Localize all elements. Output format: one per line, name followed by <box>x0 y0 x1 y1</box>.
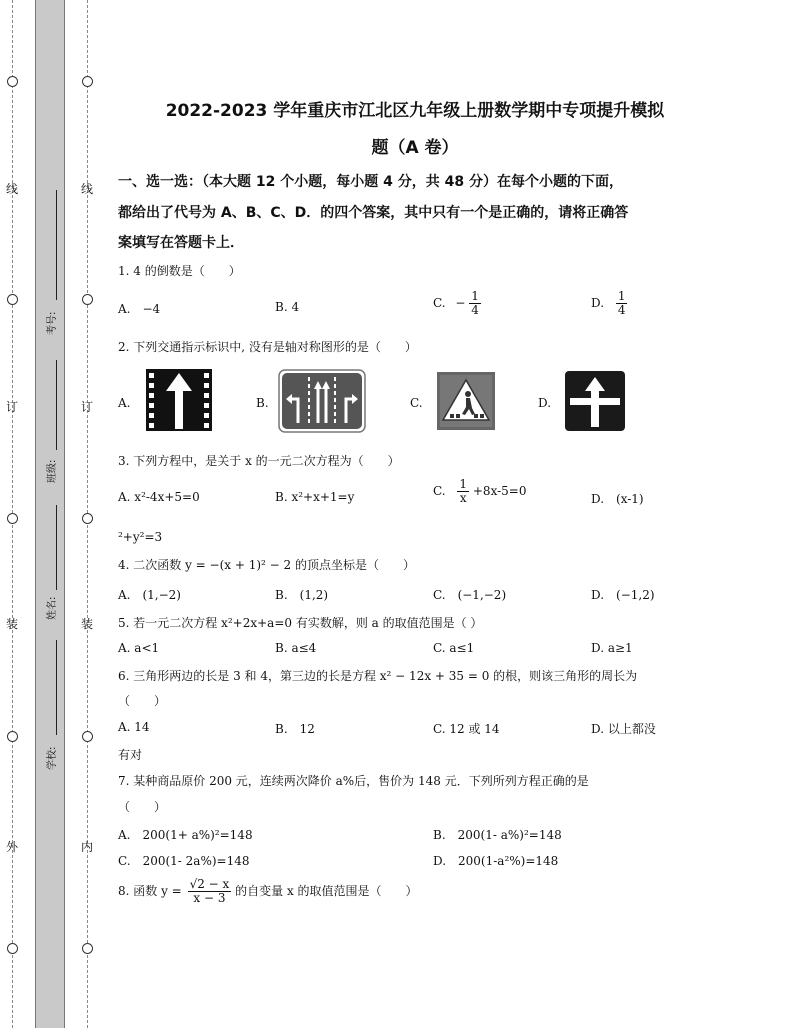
expression-tail: +8x-5=0 <box>472 484 527 499</box>
exam-number-label: 考号: <box>47 311 58 335</box>
question-7-paren: （ ） <box>118 800 167 814</box>
fraction <box>457 478 469 505</box>
section-instructions: 案填写在答题卡上． <box>118 235 244 251</box>
name-line <box>56 505 57 590</box>
class-line <box>56 360 57 450</box>
option-label: C. <box>433 296 446 311</box>
question-8-stem <box>118 878 418 905</box>
numerator: 1 <box>459 477 468 491</box>
section-instructions: 都给出了代号为 A、B、C、D．的四个答案，其中只有一个是正确的，请将正确答 <box>118 205 629 221</box>
binding-char: 装 <box>6 617 19 631</box>
lane-direction-sign-icon <box>278 369 366 433</box>
question-4-stem: 4. 二次函数 y = −(x + 1)² − 2 的顶点坐标是（ ） <box>118 558 415 572</box>
question-6-paren: （ ） <box>118 694 167 708</box>
q6-option-c: C. 12 或 14 <box>433 722 500 736</box>
binding-char: 线 <box>6 182 19 196</box>
binding-hole <box>7 731 18 742</box>
binding-char: 订 <box>6 400 19 414</box>
q4-option-d: D. (−1,2) <box>591 588 655 602</box>
school-line <box>56 640 57 735</box>
q3-option-b: B. x²+x+1=y <box>275 490 355 504</box>
q6-option-d-cont: 有对 <box>118 748 143 762</box>
q2-option-c-label: C. <box>410 396 423 410</box>
straight-ahead-sign-icon <box>146 369 212 431</box>
q4-option-a: A. (1,−2) <box>118 588 181 602</box>
fraction <box>616 290 628 317</box>
q2-option-d-label: D. <box>538 396 552 410</box>
q1-option-b: B. 4 <box>275 300 300 314</box>
q5-option-d: D. a≥1 <box>591 641 633 655</box>
q5-option-b: B. a≤4 <box>275 641 317 655</box>
binding-hole <box>7 76 18 87</box>
binding-hole <box>7 513 18 524</box>
option-label: D. <box>591 296 605 311</box>
q3-option-a: A. x²-4x+5=0 <box>118 490 200 504</box>
q7-option-d: D. 200(1-a²%)=148 <box>433 854 559 868</box>
q4-option-c: C. (−1,−2) <box>433 588 507 602</box>
question-2-stem: 2. 下列交通指示标识中, 没有是轴对称图形的是（ ） <box>118 340 417 354</box>
q6-option-a: A. 14 <box>118 720 150 734</box>
school-label: 学校: <box>47 746 58 770</box>
q2-option-a-label: A. <box>118 396 131 410</box>
q4-option-b: B. (1,2) <box>275 588 329 602</box>
binding-hole <box>82 76 93 87</box>
binding-hole <box>7 943 18 954</box>
junction-sign-icon <box>565 371 625 431</box>
name-label: 姓名: <box>47 596 58 620</box>
binding-hole <box>82 294 93 305</box>
binding-strip <box>35 0 65 1028</box>
q2-option-b-label: B. <box>256 396 269 410</box>
question-3-stem: 3. 下列方程中，是关于 x 的一元二次方程为（ ） <box>118 454 400 468</box>
q8-prefix: 8. 函数 y = <box>118 884 182 899</box>
q3-option-c <box>433 478 527 505</box>
exam-number-line <box>56 190 57 300</box>
q5-option-a: A. a<1 <box>118 641 160 655</box>
q7-option-b: B. 200(1- a%)²=148 <box>433 828 562 842</box>
question-7-stem: 7. 某种商品原价 200 元，连续两次降价 a%后，售价为 148 元．下列所列方程正确的是 <box>118 774 589 788</box>
q1-option-d <box>591 290 627 317</box>
page-title-cont: 题（A 卷） <box>371 138 459 158</box>
q3-option-d: D. (x-1) <box>591 492 644 506</box>
class-label: 班级: <box>47 459 58 483</box>
binding-char: 外 <box>6 840 19 854</box>
binding-hole <box>82 513 93 524</box>
q8-suffix: 的自变量 x 的取值范围是（ ） <box>235 884 418 899</box>
binding-hole <box>82 943 93 954</box>
q3-option-d-cont: ²+y²=3 <box>118 530 163 544</box>
numerator: 1 <box>617 289 626 303</box>
binding-char: 装 <box>81 617 94 631</box>
denominator: x − 3 <box>193 891 226 906</box>
denominator: 4 <box>617 303 626 318</box>
binding-hole <box>82 731 93 742</box>
fraction <box>188 878 232 905</box>
section-instructions: 一、选一选：（本大题 12 个小题，每小题 4 分，共 48 分）在每个小题的下面， <box>118 174 623 190</box>
binding-char: 内 <box>81 840 94 854</box>
denominator: x <box>459 491 467 506</box>
binding-char: 订 <box>81 400 94 414</box>
numerator: 1 <box>471 289 479 303</box>
q7-option-c: C. 200(1- 2a%)=148 <box>118 854 250 868</box>
question-5-stem: 5. 若一元二次方程 x²+2x+a=0 有实数解，则 a 的取值范围是（ ） <box>118 616 483 630</box>
q7-option-a: A. 200(1+ a%)²=148 <box>118 828 253 842</box>
page-title: 2022-2023 学年重庆市江北区九年级上册数学期中专项提升模拟 <box>165 101 665 121</box>
q1-option-a: A. −4 <box>118 302 161 316</box>
binding-hole <box>7 294 18 305</box>
binding-char: 线 <box>81 182 94 196</box>
minus-sign: − <box>455 296 466 311</box>
denominator: 4 <box>471 303 479 318</box>
question-6-stem: 6. 三角形两边的长是 3 和 4，第三边的长是方程 x² − 12x + 35 = 0 的根，则该三角形的周长为 <box>118 669 638 683</box>
pedestrian-crossing-sign-icon <box>437 372 495 430</box>
q5-option-c: C. a≤1 <box>433 641 475 655</box>
q6-option-d: D. 以上都没 <box>591 722 656 736</box>
q1-option-c <box>433 290 481 317</box>
question-1-stem: 1. 4 的倒数是（ ） <box>118 264 241 278</box>
q6-option-b: B. 12 <box>275 722 315 736</box>
numerator: √2 − x <box>189 877 230 891</box>
fraction <box>469 290 481 317</box>
option-label: C. <box>433 484 446 499</box>
